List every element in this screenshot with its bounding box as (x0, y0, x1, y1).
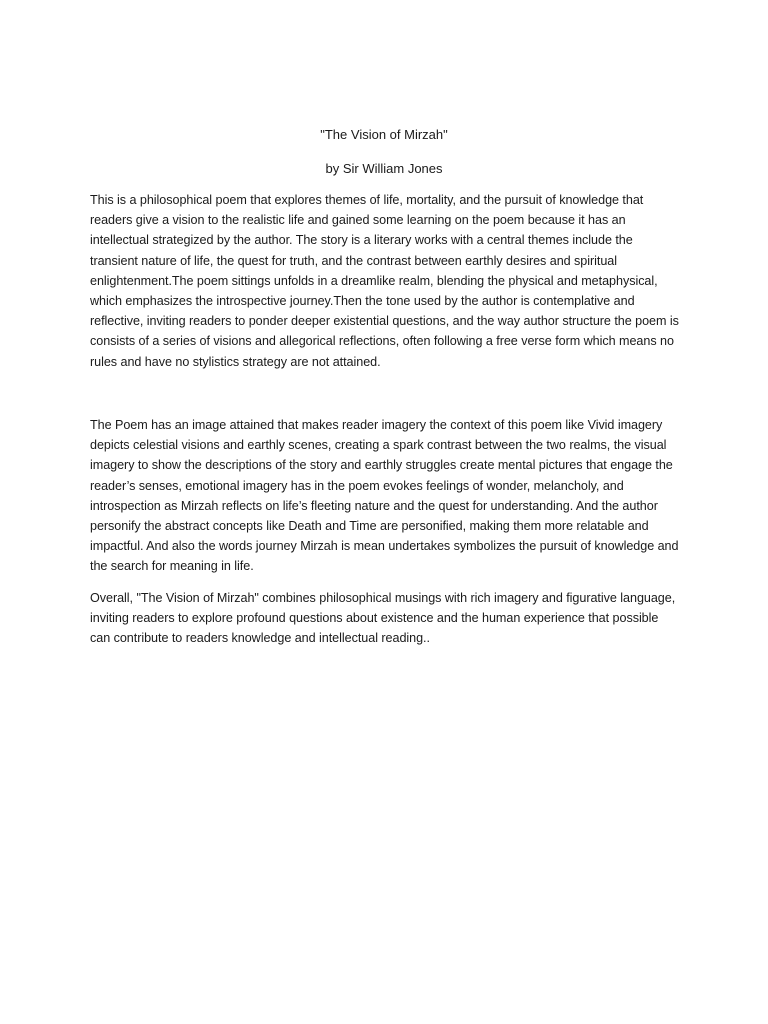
paragraph-conclusion: Overall, "The Vision of Mirzah" combines philosophical musings with rich imagery and figurative language, inviting readers to explore profound questions about existence and the human experience that possible can contribute to readers knowledge and intellectual reading.. (90, 591, 676, 646)
document-title: "The Vision of Mirzah" (320, 127, 448, 142)
document-author: by Sir William Jones (325, 161, 443, 176)
paragraph-intro: This is a philosophical poem that explores themes of life, mortality, and the pursuit of knowledge that readers give a vision to the realistic life and gained some learning on the poem because it has an intellectual strategized by the author. The story is a literary works with a central themes include the transient nature of life, the quest for truth, and the contrast between earthly desires and spiritual enlightenment.The poem sittings unfolds in a dreamlike realm, blending the physical and metaphysical, which emphasizes the introspective journey.Then the tone used by the author is contemplative and reflective, inviting readers to ponder deeper existential questions, and the way author structure the poem is consists of a series of visions and allegorical reflections, often following a free verse form which means no rules and have no stylistics strategy are not attained. (90, 193, 679, 369)
paragraph-imagery: The Poem has an image attained that makes reader imagery the context of this poem like Vivid imagery depicts celestial visions and earthly scenes, creating a spark contrast between the two realms, the visual imagery to show the descriptions of the story and earthly struggles create mental pictures that engage the reader’s senses, emotional imagery has in the poem evokes feelings of wonder, melancholy, and introspection as Mirzah reflects on life’s fleeting nature and the quest for understanding. And the author personify the abstract concepts like Death and Time are personified, making them more relatable and impactful. And also the words journey Mirzah is mean undertakes symbolizes the pursuit of knowledge and the search for meaning in life. (90, 418, 679, 574)
